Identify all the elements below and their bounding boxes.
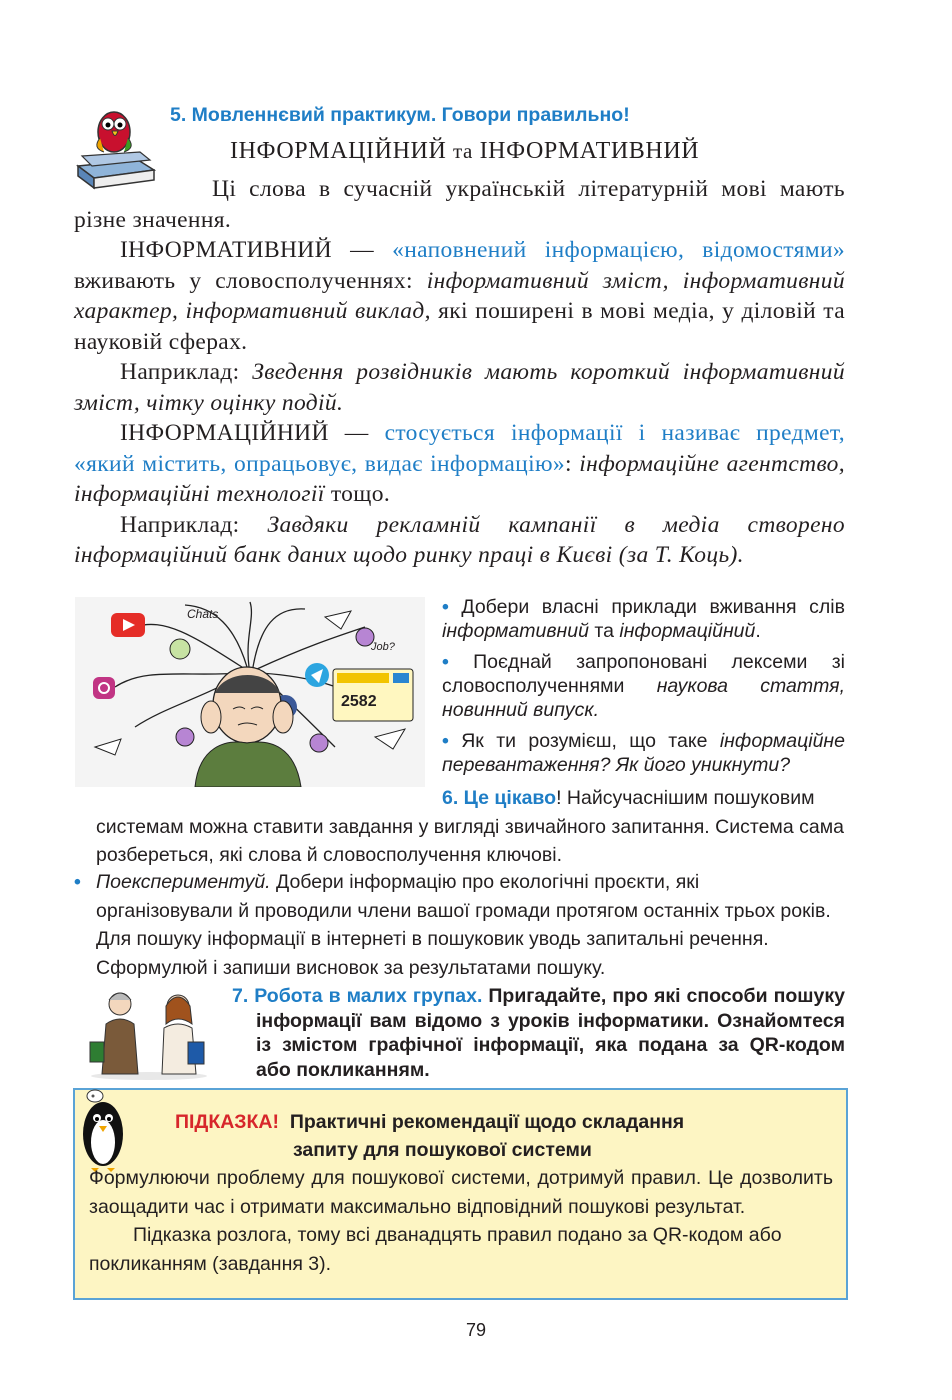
counter-label: 2582 bbox=[341, 693, 377, 710]
task-1: • Добери власні приклади вживання слів інформативний та інформаційний. bbox=[442, 596, 845, 642]
title-term-b: ІНФОРМАТИВНИЙ bbox=[479, 138, 700, 164]
tip-paragraph-1: Формулюючи проблему для пошукової системи, дотримуй правил. Це дозволить заощадити час і отримати максимально відповідний пошукові результат. bbox=[89, 1167, 833, 1218]
section-6-heading: 6. Це цікаво bbox=[442, 787, 557, 809]
tasks-list bbox=[442, 595, 845, 777]
examples: інформаційне агентство, інформаційні технології bbox=[74, 450, 846, 507]
section-6: 6. Це цікаво! Найсучаснішим пошуковим системам можна ставити завдання у вигляді звичайного запитання. Система сама розбереться, які слова й словосполучення ключові. bbox=[96, 787, 844, 866]
section-7-heading: 7. Робота в малих групах. bbox=[232, 985, 483, 1007]
page-number: 79 bbox=[465, 1320, 487, 1340]
task-3: • Як ти розумієш, що таке інформаційне перевантаження? Як його уникнути? bbox=[442, 730, 846, 776]
title-conjunction: та bbox=[453, 139, 473, 163]
section-5-heading: 5. Мовленнєвий практикум. Говори правильно! bbox=[170, 104, 630, 126]
students-illustration bbox=[84, 984, 214, 1080]
tip-paragraph-2: Підказка розлога, тому всі дванадцять правил подано за QR-кодом або покликанням (завдання 3). bbox=[89, 1224, 782, 1275]
section-7: 7. Робота в малих групах. Пригадайте, про які способи пошуку інформації вам відомо з уроків інформатики. Ознайомтеся із змістом графічної інформації, яка подана за QR-кодом або покликанням. bbox=[232, 985, 845, 1081]
informatsiinyi-paragraph: ІНФОРМАЦІЙНИЙ — стосується інформації і називає предмет, «який містить, опрацьовує, видає інформацію»: інформаційне агентство, інформаційні технології тощо. bbox=[74, 420, 846, 507]
example-2: Наприклад: Завдяки рекламній кампанії в медіа створено інформаційний банк даних щодо ринку праці в Києві (за Т. Коць). bbox=[74, 511, 845, 568]
tip-body bbox=[89, 1164, 833, 1278]
experiment-label: Поекспериментуй. bbox=[96, 871, 271, 893]
information-overload-illustration bbox=[75, 597, 425, 787]
chats-label: Chats bbox=[187, 607, 219, 621]
example-1: Наприклад: Зведення розвідників мають короткий інформативний зміст, чітку оцінку подій. bbox=[74, 359, 845, 416]
definition: стосується інформації і називає предмет, «який містить, опрацьовує, видає інформацію» bbox=[74, 420, 845, 477]
task-2: • Поєднай запропоновані лексеми зі словосполученнями наукова стаття, новинний випуск. bbox=[442, 651, 845, 721]
term: ІНФОРМАТИВНИЙ bbox=[120, 237, 332, 263]
job-label: Job? bbox=[371, 641, 395, 653]
usage-examples: інформативний зміст, інформативний характер, інформативний виклад, bbox=[74, 267, 845, 324]
informatyvnyi-paragraph: ІНФОРМАТИВНИЙ — «наповнений інформацією, відомостями» вживають у словосполученнях: інформативний зміст, інформативний характер, інформативний виклад, які поширені в мові медіа, у діловій та науковій сферах. bbox=[74, 237, 845, 355]
section-5-text bbox=[74, 174, 845, 571]
term: ІНФОРМАЦІЙНИЙ bbox=[120, 420, 329, 446]
experiment-paragraph: • Поекспериментуй. Добери інформацію про екологічні проєкти, які організовували й проводили члени вашої громади протягом останніх трьох років. Для пошуку інформації в інтернеті в пошуковик уводь запитальні речення. Сформулюй і запиши висновок за результатами пошуку. bbox=[74, 871, 831, 979]
tip-title: ПІДКАЗКА! Практичні рекомендації щодо складання запиту для пошукової системи bbox=[175, 1111, 685, 1161]
title-term-a: ІНФОРМАЦІЙНИЙ bbox=[230, 138, 447, 164]
tip-box bbox=[73, 1088, 848, 1300]
definition: «наповнений інформацією, відомостями» bbox=[392, 237, 845, 263]
intro-paragraph: Ці слова в сучасній українській літературній мові мають різне значення. bbox=[74, 176, 845, 233]
section-5-title bbox=[230, 138, 699, 165]
tip-label: ПІДКАЗКА! bbox=[175, 1111, 280, 1133]
